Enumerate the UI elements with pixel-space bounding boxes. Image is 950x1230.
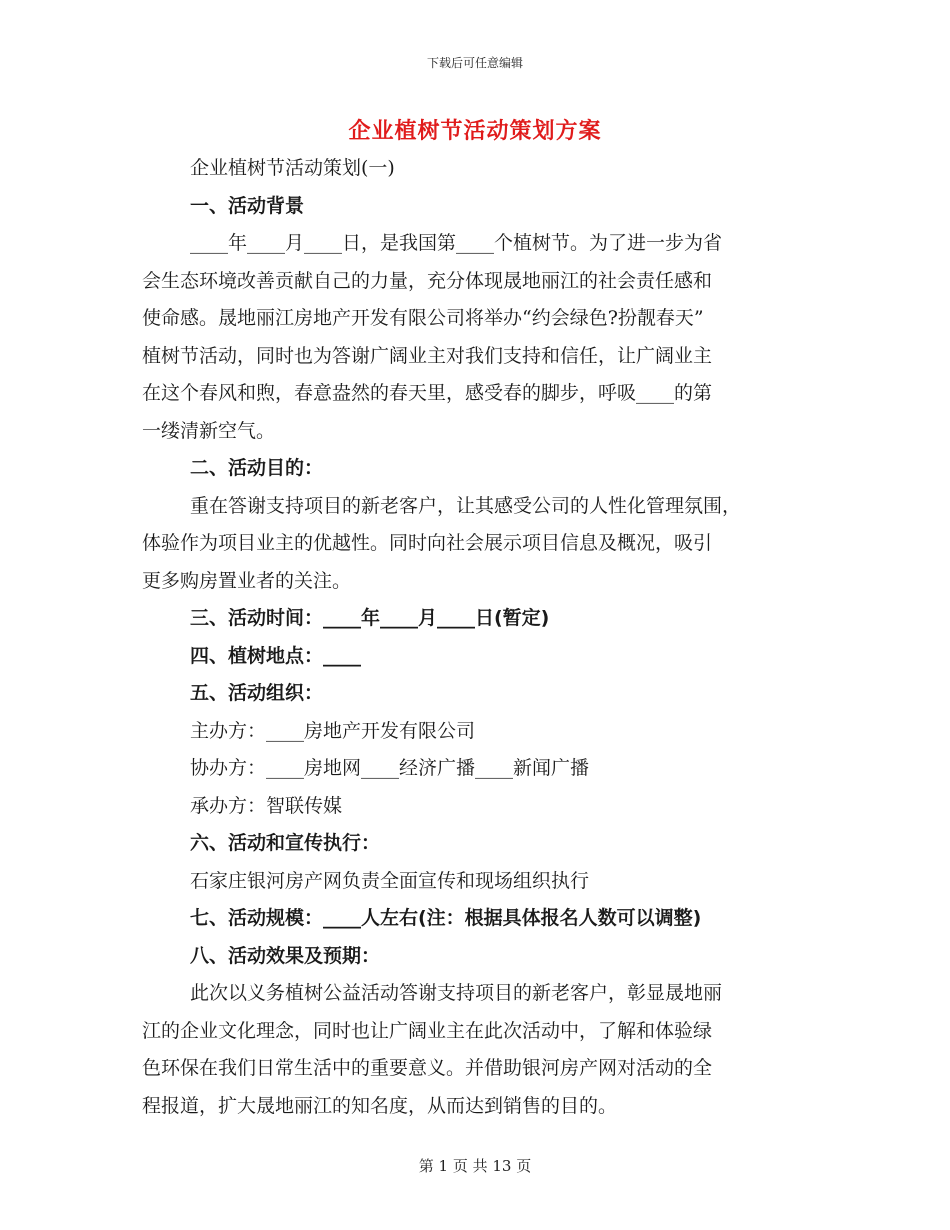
section-heading-8: 八、活动效果及预期： bbox=[190, 944, 381, 967]
paragraph-line: 体验作为项目业主的优越性。同时向社会展示项目信息及概况，吸引 bbox=[142, 532, 713, 554]
section-heading-1: 一、活动背景 bbox=[190, 194, 305, 217]
paragraph-line: 一缕清新空气。 bbox=[142, 419, 276, 442]
paragraph-line: 重在答谢支持项目的新老客户，让其感受公司的人性化管理氛围， bbox=[190, 494, 742, 517]
paragraph-line: 此次以义务植树公益活动答谢支持项目的新老客户，彰显晟地丽 bbox=[190, 982, 723, 1004]
paragraph-line: 植树节活动，同时也为答谢广阔业主对我们支持和信任，让广阔业主 bbox=[142, 344, 713, 367]
paragraph-line: 在这个春风和煦，春意盎然的春天里，感受春的脚步，呼吸____的第 bbox=[142, 382, 713, 404]
co-organizer-line: 协办方：____房地网____经济广播____新闻广播 bbox=[190, 757, 590, 779]
header-note: 下载后可任意编辑 bbox=[426, 56, 523, 70]
paragraph-line: ____年____月____日，是我国第____个植树节。为了进一步为省 bbox=[190, 232, 723, 254]
paragraph-line: 江的企业文化理念，同时也让广阔业主在此次活动中，了解和体验绿 bbox=[142, 1019, 713, 1042]
subtitle: 企业植树节活动策划(一) bbox=[190, 157, 395, 179]
paragraph-line: 使命感。晟地丽江房地产开发有限公司将举办“约会绿色?扮靓春天” bbox=[142, 307, 704, 329]
page-number: 第 1 页 共 13 页 bbox=[418, 1157, 532, 1175]
paragraph-line: 更多购房置业者的关注。 bbox=[142, 569, 352, 592]
document-title: 企业植树节活动策划方案 bbox=[348, 119, 602, 144]
undertaker-line: 承办方：智联传媒 bbox=[190, 794, 343, 817]
section-heading-7: 七、活动规模：____人左右(注：根据具体报名人数可以调整) bbox=[190, 907, 702, 929]
paragraph-line: 会生态环境改善贡献自己的力量，充分体现晟地丽江的社会责任感和 bbox=[142, 269, 713, 292]
organizer-line: 主办方：____房地产开发有限公司 bbox=[190, 719, 476, 742]
section-heading-2: 二、活动目的： bbox=[190, 457, 324, 479]
paragraph-line: 程报道，扩大晟地丽江的知名度，从而达到销售的目的。 bbox=[142, 1094, 618, 1117]
paragraph-line: 石家庄银河房产网负责全面宣传和现场组织执行 bbox=[190, 869, 590, 892]
section-heading-3: 三、活动时间：____年____月____日(暂定) bbox=[190, 607, 550, 629]
section-heading-5: 五、活动组织： bbox=[190, 682, 324, 704]
section-heading-6: 六、活动和宣传执行： bbox=[190, 832, 381, 854]
paragraph-line: 色环保在我们日常生活中的重要意义。并借助银河房产网对活动的全 bbox=[142, 1057, 713, 1079]
section-heading-4: 四、植树地点：____ bbox=[190, 644, 362, 667]
document-body bbox=[142, 150, 808, 1125]
